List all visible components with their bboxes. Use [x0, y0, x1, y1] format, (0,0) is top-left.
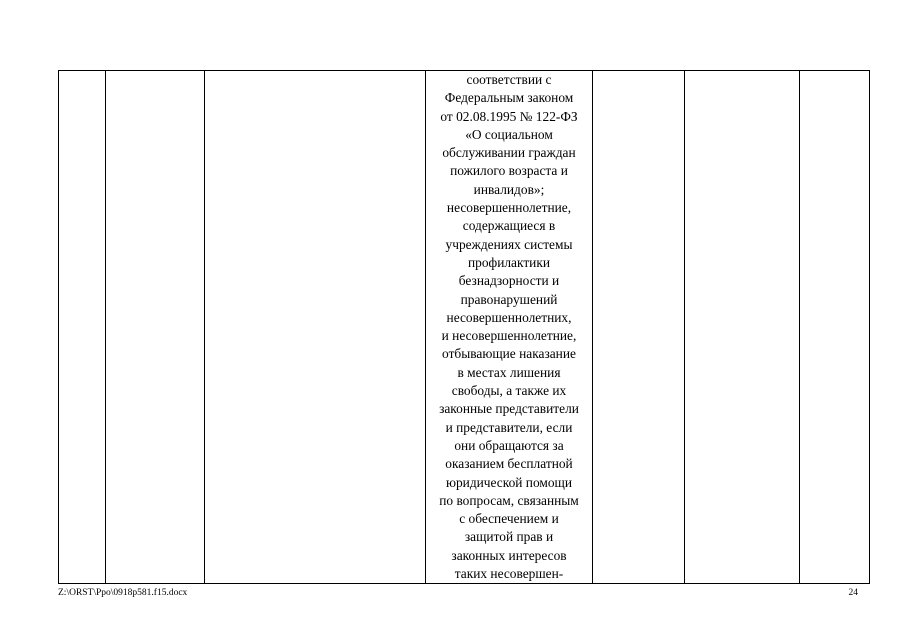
cell-text-line: они обращаются за	[454, 437, 564, 453]
cell-text-line: и представители, если	[445, 419, 573, 435]
cell-text-line: юридической помощи	[445, 474, 573, 490]
cell-text-line: пожилого возраста и	[450, 163, 568, 179]
cell-text-line: правонарушений	[460, 291, 558, 307]
cell-text-line: свободы, а также их	[451, 383, 567, 399]
cell-text-line: обслуживании граждан	[442, 145, 576, 161]
cell-text-line: защитой прав и	[464, 529, 554, 545]
cell-text-line: в местах лишения	[457, 364, 561, 380]
footer-file-path: Z:\ORST\Ppo\0918p581.f15.docx	[58, 588, 188, 598]
table-cell-col5	[593, 71, 685, 584]
table-cell-col6	[685, 71, 800, 584]
cell-text-line: законных интересов	[451, 547, 567, 563]
cell-text-line: «О социальном	[465, 126, 553, 142]
cell-text-line: инвалидов»;	[473, 181, 545, 197]
cell-text-line: учреждениях системы	[445, 236, 573, 252]
cell-text-line: соответствии с	[466, 72, 552, 87]
cell-text-line: таких несовершен-	[454, 566, 564, 582]
cell-text-line: отбывающие наказание	[442, 346, 576, 362]
cell-text-line: законные представители	[439, 401, 579, 417]
cell-text-line: Федеральным законом	[444, 90, 574, 106]
table-row	[59, 71, 870, 584]
cell-text-line: оказанием бесплатной	[445, 456, 573, 472]
cell-text-line: несовершеннолетние,	[446, 200, 572, 216]
cell-text-line: от 02.08.1995 № 122-ФЗ	[440, 108, 578, 124]
table-cell-col7	[800, 71, 870, 584]
document-table	[58, 70, 870, 584]
cell-text-line: по вопросам, связанным	[439, 492, 579, 508]
table-cell-eligibility-text	[426, 71, 593, 584]
table-cell-col3	[205, 71, 426, 584]
cell-text-line: несовершеннолетних,	[446, 309, 572, 325]
cell-text-line: безнадзорности и	[458, 273, 560, 289]
cell-text-line: с обеспечением и	[459, 511, 559, 527]
table-cell-col1	[59, 71, 106, 584]
cell-text-line: профилактики	[467, 254, 551, 270]
cell-text-line: и несовершеннолетние,	[441, 328, 577, 344]
cell-text-line: содержащиеся в	[462, 218, 556, 234]
page-number: 24	[848, 588, 858, 598]
table-cell-col2	[106, 71, 205, 584]
